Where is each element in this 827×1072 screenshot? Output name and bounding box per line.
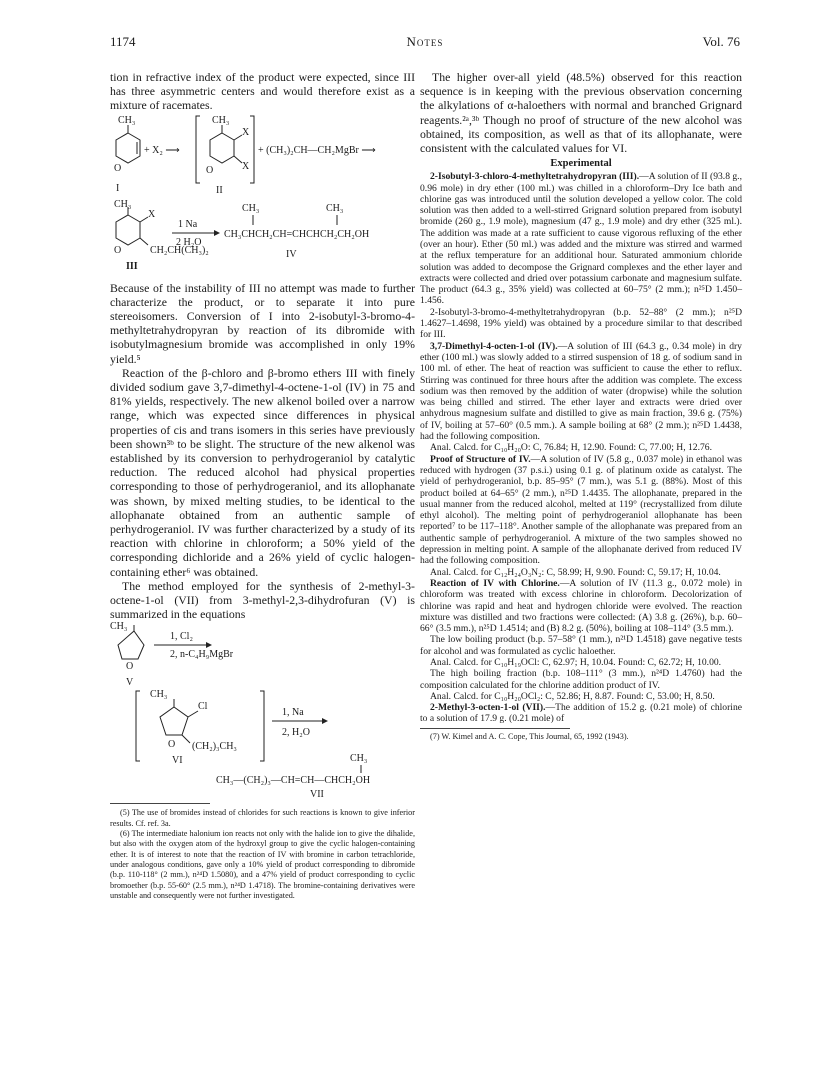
procedure-vii [420,702,742,725]
label-o-vi: O [168,739,176,751]
label-step-cl2: 1, Cl₂ [170,631,193,643]
label-substituent: CH₂CH(CH₃)₂ [150,244,209,256]
procedure-vii-title: 2-Methyl-3-octen-1-ol (VII). [430,702,546,714]
procedure-iii-title: 2-Isobutyl-3-chloro-4-methyltetrahydropyran (III). [430,171,640,183]
label-VI: VI [172,755,183,767]
label-step-2-h2o: 2 H₂O [176,236,202,248]
label-chain-vi: (CH₂)₃CH₃ [192,741,237,753]
procedure-iv-body: —A solution of III (64.3 g., 0.34 mole) in dry ether (100 ml.) was slowly added to a stirred suspension of 18 g. of sodium sand in 100 ml. of ether. The heat of reaction was sufficient to cause the ether to reflux. Stirring was continued for three hours after the addition was complete. The excess sodium was then removed by the addition of water (dropwise) while the solution was being chilled and stirred. The ether layer and extracts were dried over anhydrous magnesium sulfate and distilled to give as main fraction, 39.6 g. (75%) of IV, boiling at 57–60° (0.5 mm.). A sample boiling at 68° (2 mm.); n²⁵D 1.4438, had the following composition. [420,340,742,443]
left-column [110,70,415,901]
label-II: II [216,184,223,196]
label-ch3-vi: CH₃ [150,689,168,701]
scheme-3 [110,621,415,799]
procedure-chlorine-body: —A solution of IV (11.3 g., 0.072 mole) in chloroform was treated with excess chlorine in chloroform. Decolorization of chlorine was rapid and heat and hydrogen chloride were evolved. The reaction mixture was distilled and two fractions were collected: (A) 3.8 g. (26%), b.p. 60–66° (3.5 mm.), n²⁵D 1.4514; and (B) 8.2 g. (50%), boiling at 108–114° (3.5 mm.). [420,577,743,635]
label-ch3-b: CH₃ [212,114,230,126]
label-step-na: 1, Na [282,707,304,719]
footnote-rule-right [420,728,570,729]
procedure-proof-title: Proof of Structure of IV. [430,453,531,465]
analysis-haloether: Anal. Calcd. for C₁₀H₁₉OCl: C, 62.97; H, 10.04. Found: C, 62.72; H, 10.00. [430,656,722,668]
label-plus-x2: + X₂ ⟶ [144,144,180,156]
label-ch3-d: CH₃ [326,202,344,214]
procedure-proof [420,454,742,567]
label-step-h2o: 2, H₂O [282,727,310,739]
label-product-vii: CH₃—(CH₂)₃—CH=CH—CHCH₂OH [216,775,371,787]
arrow-head-3a [206,642,212,648]
procedure-iii-body: —A solution of II (93.8 g., 0.96 mole) in dry ether (100 ml.) was chilled in a chloroform–Dry Ice bath and chlorine gas was introduced until the solution developed a yellow color. The cold solution was then added to a well-stirred Grignard solution prepared from isobutyl bromide (260 g., 1.9 mole), magnesium (47 g., 1.9 mole) and dry ether (325 ml.). The addition was made at a rate sufficient to cause vigorous refluxing of the ether (over an hour). Ether (50 ml.) was added and the mixture was stirred and warmed at the reflux temperature for an additional hour. Saturated ammonium chloride solution was added to decompose the Grignard complexes and the ether layer and extracts were collected and dried over potassium carbonate and magnesium sulfate. The product (64.3 g., 35% yield) was collected at 60–75° (2 mm.); n²⁵D 1.450–1.456. [420,171,742,307]
label-x-iii: X [148,208,156,220]
procedure-iv [420,341,742,443]
label-o-v: O [126,661,134,673]
footnote-5: (5) The use of bromides instead of chlorides for such reactions is known to give inferior results. Cf. ref. 3a. [110,808,415,828]
procedure-vii-body: —The addition of 15.2 g. (0.21 mole) of chlorine to a solution of 17.9 g. (0.21 mole) of [420,702,742,725]
footnote-7: (7) W. Kimel and A. C. Cope, This Journal, 65, 1992 (1943). [430,731,629,741]
paragraph-top: tion in refractive index of the product were expected, since III has three asymmetric centers and would therefore exist as a mixture of racemates. [110,70,415,113]
label-I: I [116,182,120,194]
label-o-b: O [206,164,214,176]
procedure-chlorine [420,578,742,634]
procedure-iv-title: 3,7-Dimethyl-4-octen-1-ol (IV). [430,340,558,352]
label-cl-vi: Cl [198,701,208,713]
footnote-6: (6) The intermediate halonium ion reacts not only with the halide ion to give the dihalide, but also with the oxygen atom of the hydroxyl group to give the cyclic halogen-containing ether. It is of interest to note that the reaction of IV with bromine in carbon tetrachloride, under analogous conditions, gave only a 10% yield of product corresponding to dibromide (b.p. 110-118° (2 mm.), n²⁴D 1.5080), and a 47% yield of product corresponding to cyclic bromoether (b.p. 55-60° (2.5 mm.), n²⁴D 1.4718). The bromine-containing derivatives were unstable and consequently were not further investigated. [110,829,415,900]
section-heading-experimental: Experimental [550,158,612,170]
arrow-head-2 [214,230,220,236]
label-IV: IV [286,248,297,260]
label-product-iv: CH₃CHCH₂CH=CHCHCH₂CH₂OH [224,228,370,240]
scheme-1 [110,113,415,199]
page-header [110,34,740,54]
right-column [420,70,742,742]
label-o-iii: O [114,244,122,256]
label-VII: VII [310,789,324,800]
procedure-proof-body: —A solution of IV (5.8 g., 0.037 mole) in ethanol was reduced with hydrogen (37 p.s.i.) using 0.1 g. of platinum oxide as catalyst. The yield of perhydrogeraniol, b.p. 85–95° (7 mm.), was 5.1 g. (88%). Most of this product boiled at 64–65° (2 mm.), n²⁵D 1.4435. The allophanate, prepared in the usual manner from the reduced alcohol, melted at 119° (recrystallized from dilute ethyl alcohol). The melting point of perhydrogeraniol allophanate has been reported⁷ to be 117–118°. Another sample of the allophanate was prepared from an authentic sample of perhydrogeraniol. A mixture of the two samples showed no depression in melting point. A sample of the allophanate derived from reduced IV had the following composition. [420,453,743,567]
label-V: V [126,677,134,689]
footnote-rule [110,803,210,804]
paragraph-method: The method employed for the synthesis of 2-methyl-3-octene-1-ol (VII) from 3-methyl-2,3-dihydrofuran (V) is summarized in the equations [110,578,415,622]
analysis-allophanate: Anal. Calcd. for C₁₂H₂₄O₃N₂: C, 58.99; H, 9.90. Found: C, 59.17; H, 10.04. [430,566,721,578]
paragraph-reaction: Reaction of the β-chloro and β-bromo ethers III with finely divided sodium gave 3,7-dimethyl-4-octene-1-ol (IV) in 75 and 81% yields, respectively. The new alkenol boiled over a narrow range, which was expected since differences in physical properties of cis and trans isomers in this series have previously been shown³ᵇ to be slight. The structure of the new alkenol was established by its conversion to perhydrogeraniol by catalytic reduction. The reduced alcohol had physical properties corresponding to those of perhydrogeraniol, and its allophanate was shown, by mixed melting studies, to be identical to the allophanate obtained from an authentic sample of perhydrogeraniol. IV was further characterized by a study of its reaction with chlorine in chloroform; a 50% yield of the corresponding dichloride and a 26% yield of cyclic halogen-containing ether⁶ was obtained. [110,365,415,579]
paragraph-overall-yield: The higher over-all yield (48.5%) observed for this reaction sequence is in keeping with the previous observation concerning the alkylations of α-haloethers with normal and branched Grignard reagents.²ᵃ,³ᵇ Though no proof of structure of the new alcohol was obtained, its composition, as well as that of its allophanate, were consistent with the calculated values for VI. [420,70,742,156]
label-ch3-iii: CH₃ [114,198,132,210]
procedure-iii [420,171,742,307]
arrow-head-3b [322,718,328,724]
journal-section: Notes [406,34,444,49]
label-ch3-vii: CH₃ [350,753,368,765]
low-boiling-product: The low boiling product (b.p. 57–58° (1 mm.), n²¹D 1.4518) gave negative tests for alcohol and was formulated as cyclic haloether. [420,634,742,657]
page-number: 1174 [110,34,136,49]
ring-I [116,125,140,163]
scheme-2 [110,199,415,281]
paragraph-instability: Because of the instability of III no attempt was made to further characterize the product, or to separate it into pure stereoisomers. Conversion of I into 2-isobutyl-3-bromo-4-methyltetrahydropyran by reaction of its dibromide with isobutylmagnesium bromide was accomplished in only 19% yield.⁵ [110,280,415,366]
ring-III [116,207,148,245]
label-x-a: X [242,126,250,138]
analysis-iv: Anal. Calcd. for C₁₀H₂₀O: C, 76.84; H, 12.90. Found: C, 77.00; H, 12.76. [430,442,712,454]
label-step-grignard: 2, n-C₄H₉MgBr [170,649,234,661]
high-boiling-fraction: The high boiling fraction (b.p. 108–111° (3 mm.), n²⁴D 1.4760) had the composition calculated for the chlorine addition product of IV. [420,668,742,691]
procedure-chlorine-title: Reaction of IV with Chlorine. [430,577,560,589]
label-step-1-na: 1 Na [178,218,198,230]
label-x-b: X [242,160,250,172]
label-ch3-a: CH₃ [118,114,136,126]
procedure-bromo: 2-Isobutyl-3-bromo-4-methyltetrahydropyran (b.p. 52–88° (2 mm.); n²⁵D 1.4627–1.4698, 19% yield) was obtained by a procedure similar to that described for III. [420,306,742,341]
label-o-a: O [114,162,122,174]
label-ch3-c: CH₃ [242,202,260,214]
analysis-dichloride: Anal. Calcd. for C₁₀H₂₀OCl₂: C, 52.86; H, 8.87. Found: C, 53.00; H, 8.50. [430,690,715,702]
label-ch3-v: CH₃ [110,621,128,633]
label-III: III [126,260,138,272]
label-grignard: + (CH₃)₂CH—CH₂MgBr ⟶ [258,144,376,156]
volume-label: Vol. 76 [702,34,740,49]
